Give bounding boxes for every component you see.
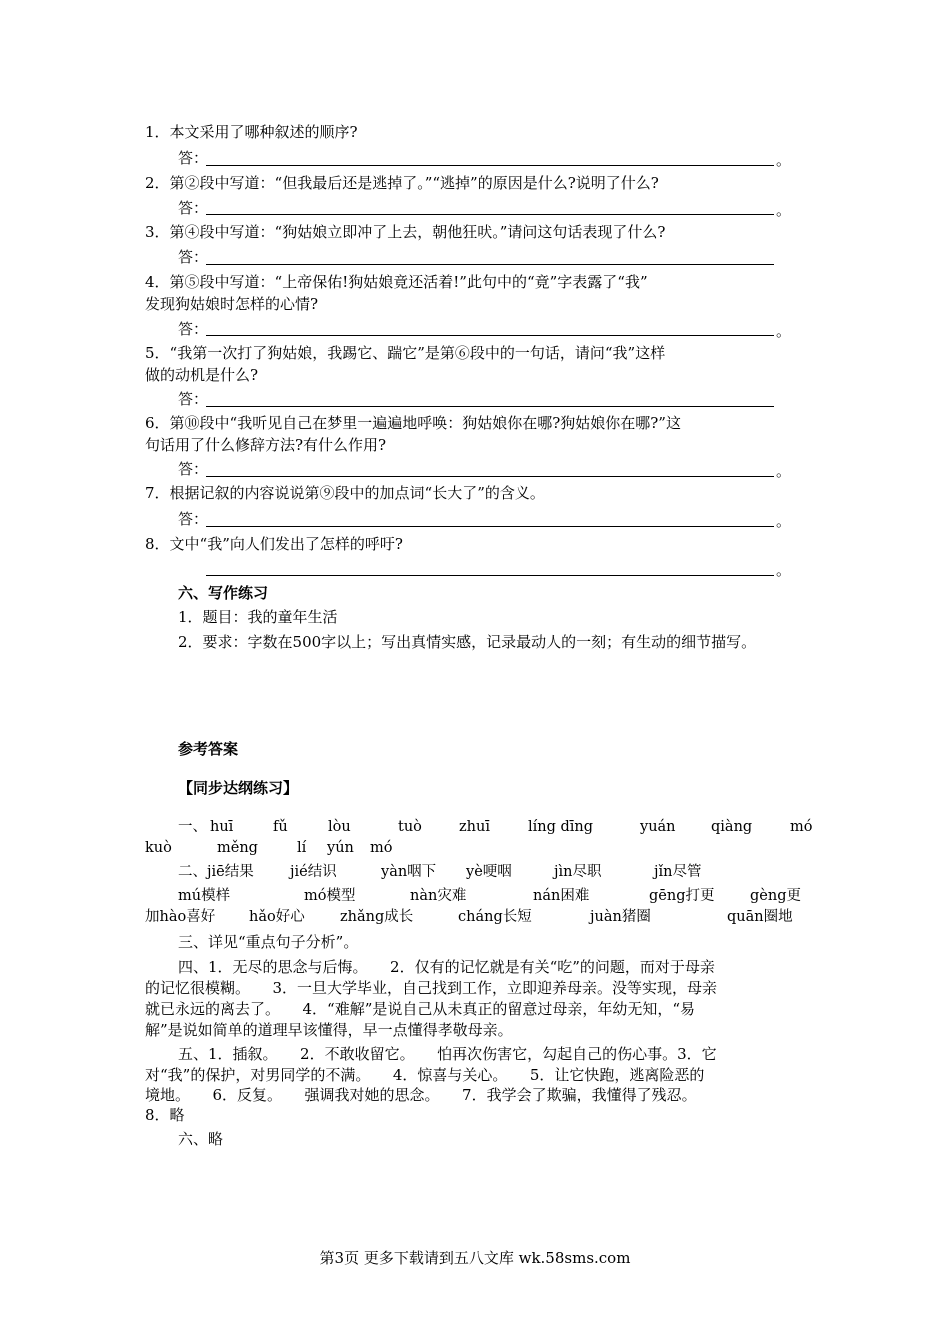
pinyin-word: jǐn尽管 [654,864,702,880]
writing-item-1: 1．题目：我的童年生活 [178,608,338,626]
answer-period-6: 。 [776,462,792,480]
answer-label-6: 答： [178,460,209,478]
pinyin-item: kuò [145,840,172,856]
pinyin-word: nàn灾难 [410,888,467,904]
pinyin-word: mú模样 [178,888,231,904]
pinyin-item: yuán [640,819,676,835]
answer-label-1: 答： [178,149,209,167]
pinyin-item: mó [790,819,813,835]
pinyin-item: zhuī [459,819,490,835]
answer-label-4: 答： [178,320,209,338]
pinyin-word: juàn猪圈 [590,909,651,925]
answer-line-7[interactable] [206,526,774,527]
answer-label-3: 答： [178,248,209,266]
pinyin-word: gèng更 [750,888,801,904]
pinyin-item: tuò [398,819,422,835]
writing-heading: 六、写作练习 [178,584,269,602]
answers-three: 三、详见“重点句子分析”。 [178,933,359,951]
pinyin-item: lí [297,840,307,856]
pinyin-item: lòu [328,819,351,835]
question-2: 2．第②段中写道：“但我最后还是逃掉了。”“逃掉”的原因是什么?说明了什么? [145,174,659,192]
question-3: 3．第④段中写道：“狗姑娘立即冲了上去，朝他狂吠。”请问这句话表现了什么? [145,223,666,241]
pinyin-word: nán困难 [533,888,590,904]
answers-title: 参考答案 [178,740,239,758]
question-6-line1: 6．第⑩段中“我听见自己在梦里一遍遍地呼唤：狗姑娘你在哪?狗姑娘你在哪?”这 [145,414,681,432]
answer-label-7: 答： [178,510,209,528]
answer-line-8[interactable] [206,575,774,576]
pinyin-word: gēng打更 [649,888,715,904]
question-7: 7．根据记叙的内容说说第⑨段中的加点词“长大了”的含义。 [145,484,545,502]
answers-subtitle: 【同步达纲练习】 [178,779,299,797]
pinyin-word: zhǎng成长 [340,909,414,925]
pinyin-word: jìn尽职 [554,864,602,880]
answer-period-7: 。 [776,512,792,530]
question-8: 8．文中“我”向人们发出了怎样的呼吁? [145,535,403,553]
answers-five-line4: 8．略 [145,1106,185,1124]
answers-four-line3: 就已永远的离去了。 4．“难解”是说自己从未真正的留意过母亲，年幼无知，“易 [145,1000,696,1018]
pinyin-item: huī [210,819,234,835]
question-6-line2: 句话用了什么修辞方法?有什么作用? [145,436,387,454]
pinyin-word: jié结识 [290,864,337,880]
answers-five-line3: 境地。 6．反复。 强调我对她的思念。 7．我学会了欺骗，我懂得了残忍。 [145,1086,697,1104]
answers-five-line2: 对“我”的保护，对男同学的不满。 4．惊喜与关心。 5．让它快跑，逃离险恶的 [145,1066,705,1084]
answer-line-5[interactable] [206,406,774,407]
answer-period-4: 。 [776,322,792,340]
pinyin-item: měng [217,840,258,856]
writing-item-2: 2．要求：字数在500字以上；写出真情实感，记录最动人的一刻；有生动的细节描写。 [178,633,757,651]
answer-period-8: 。 [776,561,792,579]
answers-four-line1: 四、1．无尽的思念与后悔。 2．仅有的记忆就是有关“吃”的问题，而对于母亲 [178,958,715,976]
page-footer: 第3页 更多下载请到五八文库 wk.58sms.com [319,1249,631,1267]
answer-line-3[interactable] [206,264,774,265]
pinyin-item: líng dīng [528,819,594,835]
question-1: 1．本文采用了哪种叙述的顺序? [145,123,358,141]
answer-period-1: 。 [776,151,792,169]
answer-label-5: 答： [178,390,209,408]
pinyin-word: cháng长短 [458,909,532,925]
pinyin-word: 二、jiē结果 [178,864,254,880]
answer-line-1[interactable] [206,165,774,166]
answers-five-line1: 五、1．插叙。 2．不敢收留它。 怕再次伤害它，勾起自己的伤心事。3．它 [178,1045,717,1063]
pinyin-word: 加hào喜好 [145,909,216,925]
question-5-line1: 5．“我第一次打了狗姑娘，我踢它、踹它”是第⑥段中的一句话，请问“我”这样 [145,344,666,362]
pinyin-word: mó模型 [304,888,356,904]
answer-line-2[interactable] [206,214,774,215]
pinyin-item: qiàng [711,819,753,835]
answer-line-4[interactable] [206,335,774,336]
pinyin-word: yàn咽下 [381,864,437,880]
pinyin-word: quān圈地 [727,909,793,925]
answer-line-6[interactable] [206,476,774,477]
answers-four-line2: 的记忆很模糊。 3．一旦大学毕业，自己找到工作，立即迎养母亲。没等实现，母亲 [145,979,718,997]
question-4-line1: 4．第⑤段中写道：“上帝保佑!狗姑娘竟还活着!”此句中的“竟”字表露了“我” [145,273,648,291]
pinyin-word: yè哽咽 [466,864,512,880]
question-4-line2: 发现狗姑娘时怎样的心情? [145,295,319,313]
answers-one-label: 一、 [178,819,207,835]
pinyin-item: yún [327,840,354,856]
pinyin-item: mó [370,840,393,856]
question-5-line2: 做的动机是什么? [145,366,259,384]
answer-label-2: 答： [178,199,209,217]
pinyin-item: fǔ [273,819,288,835]
answer-period-2: 。 [776,201,792,219]
answers-six: 六、略 [178,1130,224,1148]
answers-four-line4: 解”是说如简单的道理早该懂得，早一点懂得孝敬母亲。 [145,1021,513,1039]
pinyin-word: hǎo好心 [249,909,305,925]
